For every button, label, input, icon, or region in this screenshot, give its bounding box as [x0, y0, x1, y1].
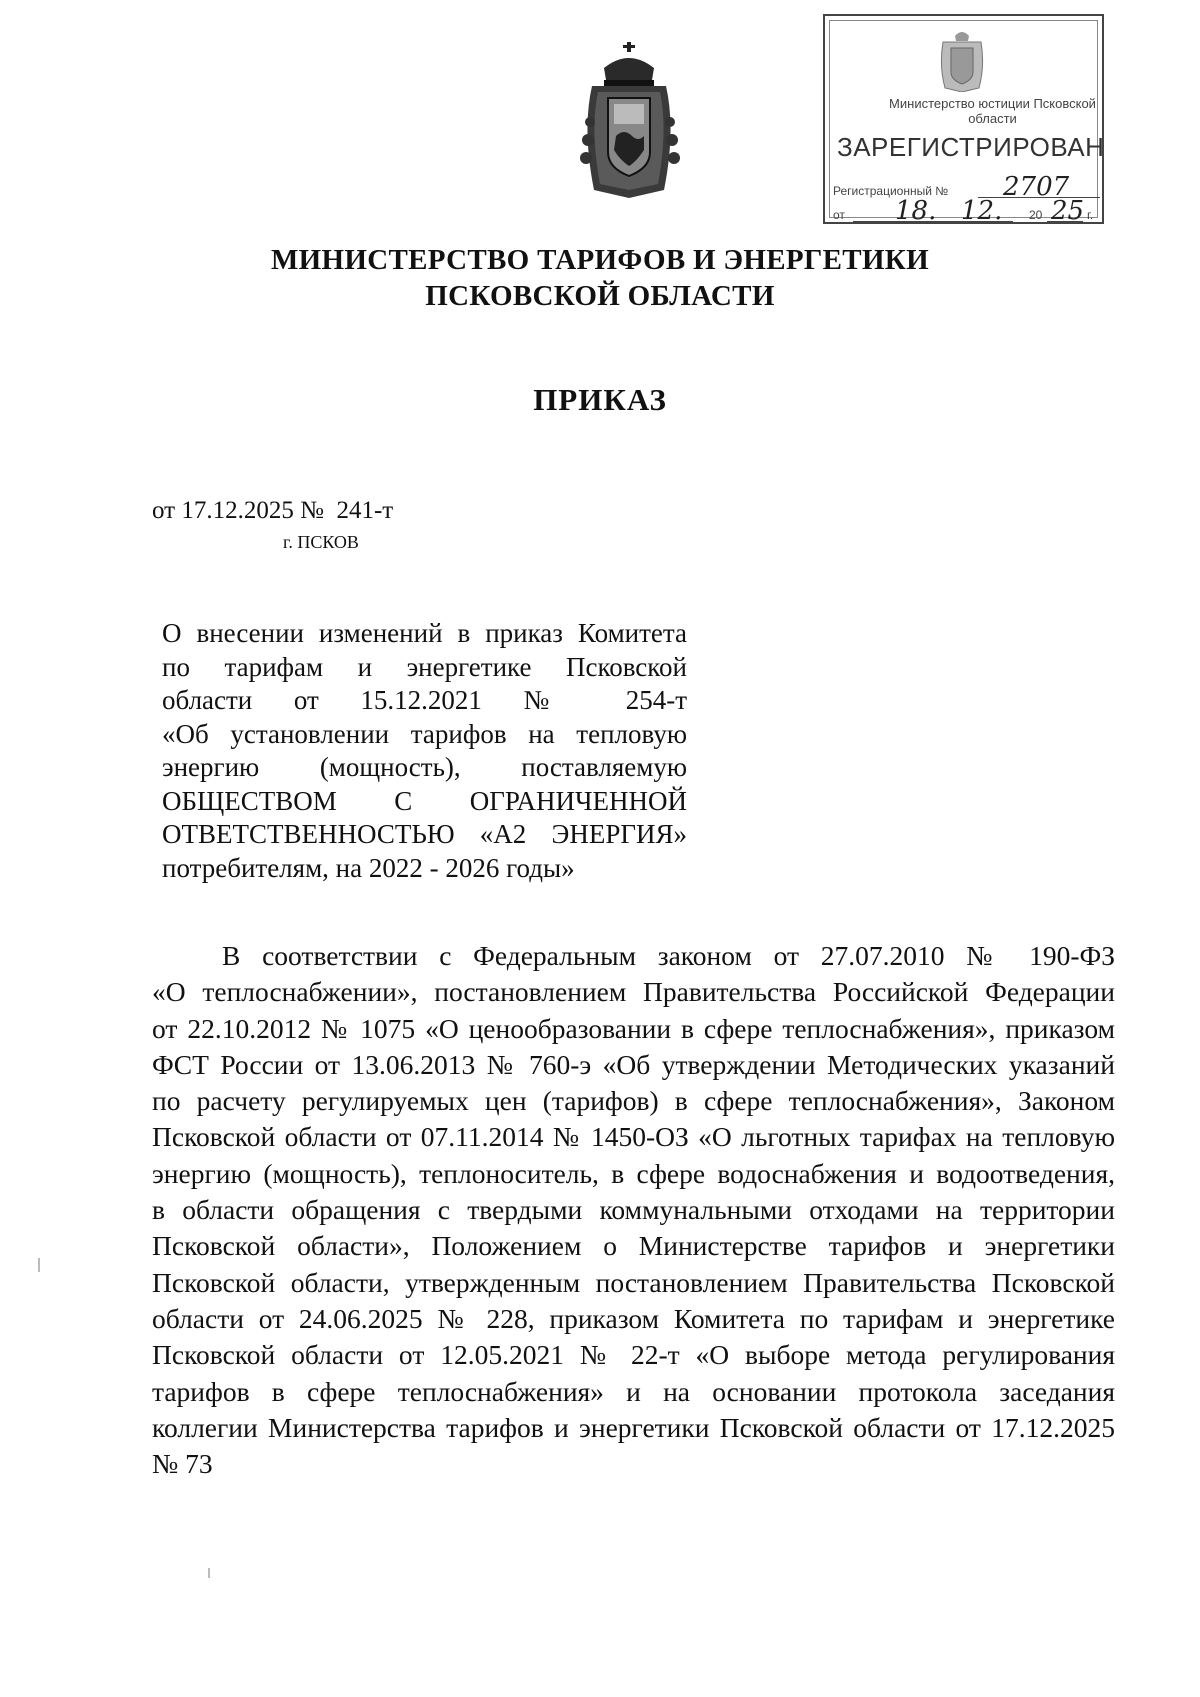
body-line: по расчету регулируемых цен (тарифов) в сфере теплоснабжения», Законом [152, 1085, 1115, 1117]
document-type-heading: ПРИКАЗ [533, 382, 667, 417]
body-line: от 22.10.2012 № 1075 «О ценообразовании в сфере теплоснабжения», приказом [152, 1012, 1115, 1044]
subject-line: энергию (мощность), поставляемую [162, 752, 687, 782]
body-line: В соответствии с Федеральным законом от 27.07.2010 № 190-ФЗ [222, 940, 1115, 971]
stamp-year-prefix: 20 [1029, 208, 1043, 222]
stamp-date-month: 12. [961, 196, 1003, 226]
stamp-ministry-name: Министерство юстиции Псковской области [889, 96, 1096, 126]
subject-line: области от 15.12.2021 № 254-т [162, 685, 687, 715]
body-line: № 73 [152, 1448, 213, 1480]
stamp-reg-number: 2707 [1003, 172, 1070, 202]
coat-of-arms-icon [574, 40, 684, 200]
body-line: энергию (мощность), теплоноситель, в сфере водоснабжения и водоотведения, [152, 1157, 1115, 1189]
subject-line: ОБЩЕСТВОМ С ОГРАНИЧЕННОЙ [162, 785, 687, 816]
body-line: в области обращения с твердыми коммунальными отходами на территории [152, 1194, 1115, 1226]
subject-line: О внесении изменений в приказ Комитета [162, 618, 687, 648]
body-line: Псковской области от 07.11.2014 № 1450-ОЗ «О льготных тарифах на тепловую [152, 1121, 1115, 1153]
stamp-year-suffix: г. [1087, 208, 1094, 222]
body-line: ФСТ России от 13.06.2013 № 760-э «Об утверждении Методических указаний [152, 1048, 1115, 1080]
order-date: 17.12.2025 [181, 497, 294, 524]
subject-line: ОТВЕТСТВЕННОСТЬЮ «А2 ЭНЕРГИЯ» [162, 819, 687, 849]
body-line: области от 24.06.2025 № 228, приказом Комитета по тарифам и энергетике [152, 1302, 1115, 1334]
order-date-number [152, 497, 393, 525]
subject-line: «Об установлении тарифов на тепловую [162, 718, 687, 749]
order-number: 241-т [336, 497, 394, 524]
body-line: коллегии Министерства тарифов и энергетики Псковской области от 17.12.2025 [152, 1411, 1115, 1443]
order-city: г. ПСКОВ [283, 532, 359, 552]
order-subject [162, 617, 687, 885]
registration-stamp [823, 14, 1104, 224]
scan-mark [38, 1258, 40, 1272]
ministry-title [200, 242, 1000, 314]
order-date-prefix: от [152, 497, 176, 524]
order-body-paragraph [152, 938, 1115, 1482]
stamp-date-day: 18. [895, 196, 937, 226]
subject-line: потребителям, на 2022 - 2026 годы» [162, 852, 575, 883]
stamp-reg-number-label: Регистрационный № [833, 184, 949, 198]
body-line: тарифов в сфере теплоснабжения» и на основании протокола заседания [152, 1375, 1115, 1407]
body-line: Псковской области от 12.05.2021 № 22-т «О выборе метода регулирования [152, 1339, 1115, 1371]
ministry-title-line-2: ПСКОВСКОЙ ОБЛАСТИ [425, 280, 775, 312]
body-line: «О теплоснабжении», постановлением Правительства Российской Федерации [152, 976, 1115, 1008]
stamp-year-value: 25 [1051, 196, 1085, 226]
scan-mark [208, 1568, 210, 1578]
ministry-title-line-1: МИНИСТЕРСТВО ТАРИФОВ И ЭНЕРГЕТИКИ [271, 244, 929, 276]
order-number-sign: № [300, 497, 324, 524]
stamp-date-prefix: от [833, 208, 845, 222]
subject-line: по тарифам и энергетике Псковской [162, 651, 687, 682]
stamp-emblem-icon [935, 26, 989, 92]
stamp-status: ЗАРЕГИСТРИРОВАН [837, 132, 1105, 162]
body-line: Псковской области», Положением о Министерстве тарифов и энергетики [152, 1230, 1115, 1262]
body-line: Псковской области, утвержденным постановлением Правительства Псковской [152, 1266, 1115, 1298]
stamp-date-row [833, 196, 1103, 226]
